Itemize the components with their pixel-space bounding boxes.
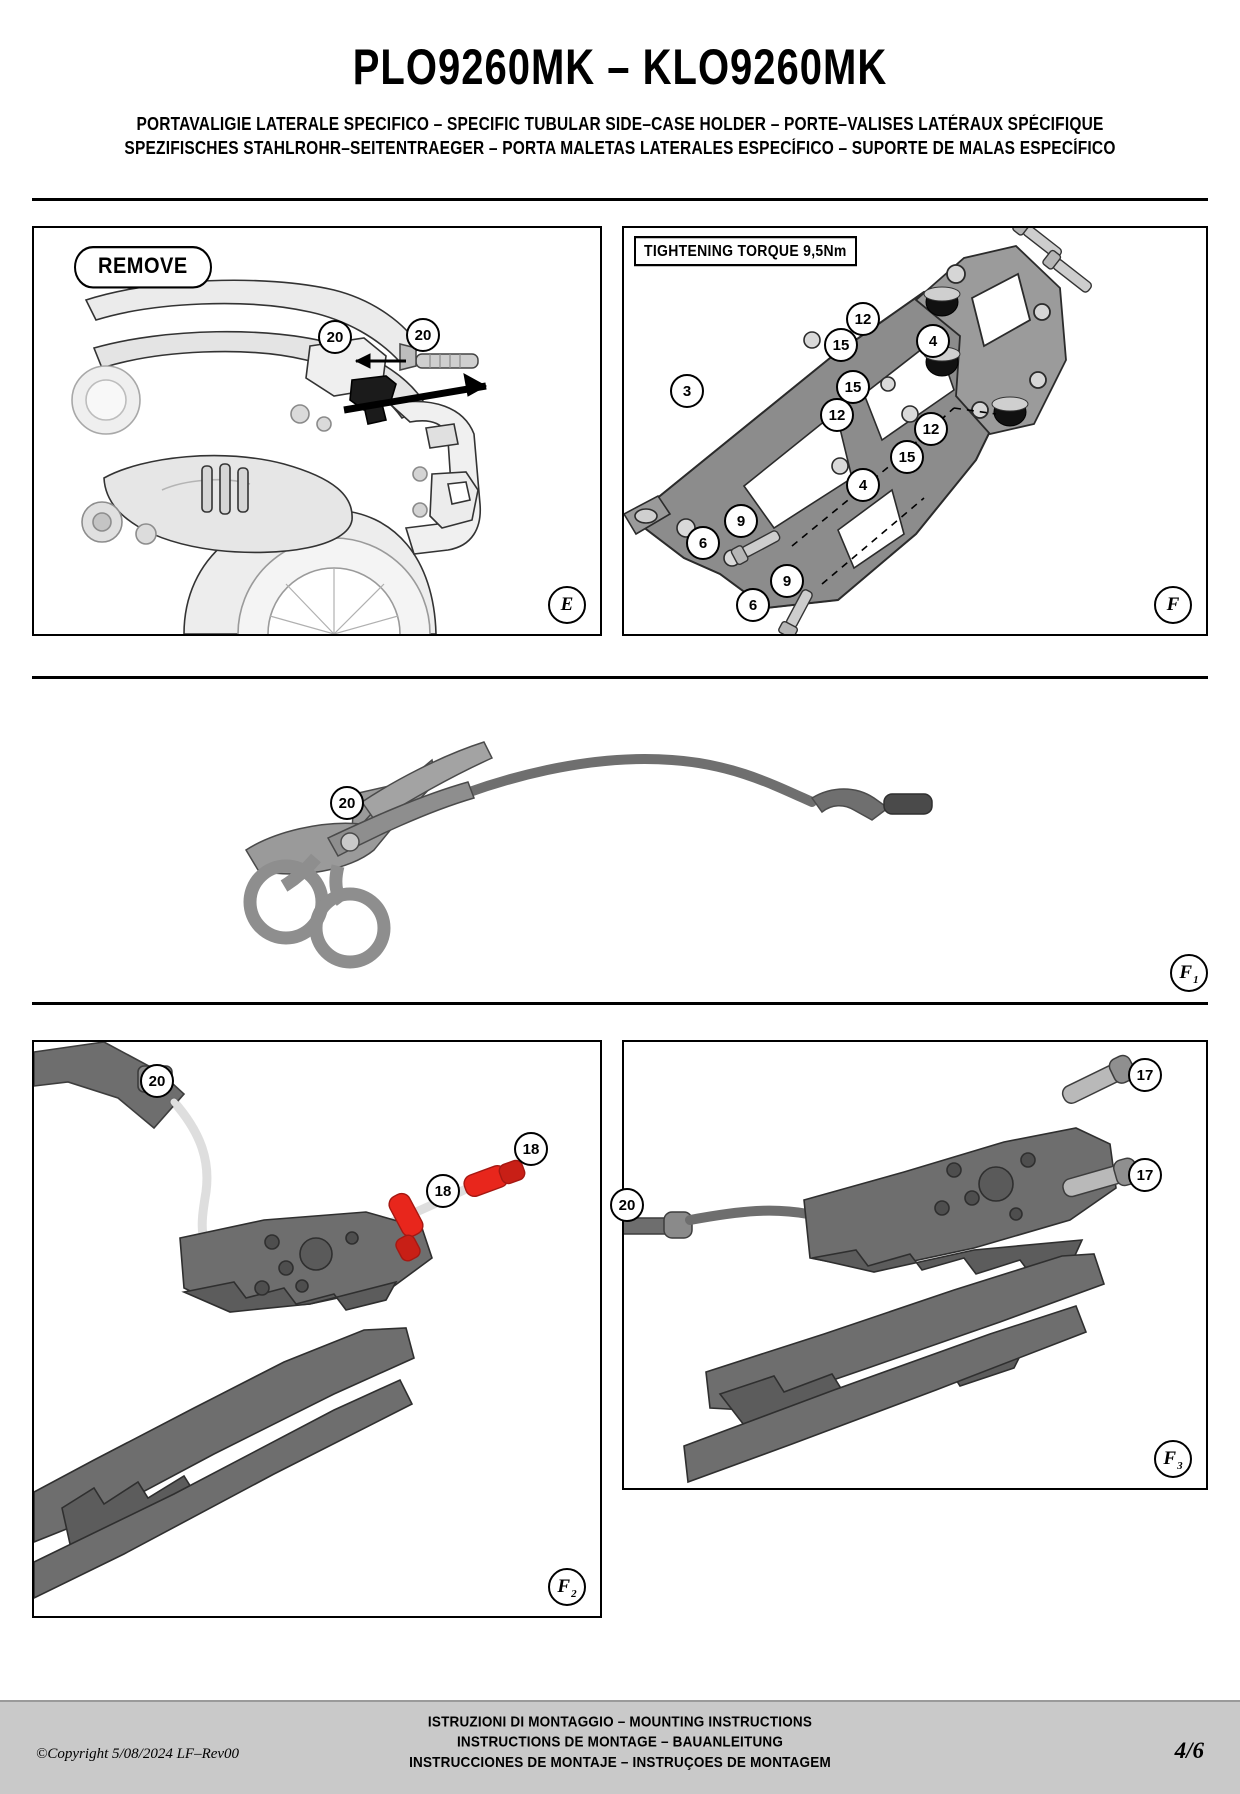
callout-17-a: 17 [1128,1058,1162,1092]
callout-18-a: 18 [514,1132,548,1166]
panel-f1 [32,690,1208,986]
panel-f1-letter [1170,954,1208,992]
remove-badge: REMOVE [74,246,212,289]
panel-f2 [32,1040,602,1618]
panel-f2-letter-main: F [557,1576,571,1597]
subtitle-block [0,111,1240,159]
panel-f2-illustration [34,1042,600,1616]
footer-line-3: INSTRUCCIONES DE MONTAJE – INSTRUÇOES DE MONTAGEM [409,1753,831,1771]
footer-line-1: ISTRUZIONI DI MONTAGGIO – MOUNTING INSTRUCTIONS [427,1713,813,1730]
panel-f3-illustration [624,1042,1206,1488]
panel-f3-letter-sub: 3 [1177,1460,1183,1472]
callout-6-b: 6 [736,588,770,622]
callout-15-a: 15 [824,328,858,362]
panel-f3-letter-main: F [1163,1448,1177,1469]
callout-20-f1: 20 [330,786,364,820]
callout-20-f2: 20 [140,1064,174,1098]
panel-e-letter: E [548,586,586,624]
panel-f1-illustration [32,690,1208,980]
callout-4-b: 4 [846,468,880,502]
subtitle-line-2: SPEZIFISCHES STAHLROHR–SEITENTRAEGER – PORTA MALETAS LATERALES ESPECÍFICO – SUPORTE DE MALAS ESPECÍFICO [124,138,1116,159]
panel-e-illustration [34,228,600,634]
panel-f3 [618,1040,1208,1490]
divider-top [32,198,1208,201]
panel-f [622,226,1208,636]
callout-18-b: 18 [426,1174,460,1208]
instruction-page [0,40,1240,1794]
page-number: 4/6 [1174,1738,1204,1763]
tightening-torque-label: TIGHTENING TORQUE 9,5Nm [634,236,857,266]
panel-f1-letter-sub: 1 [1193,974,1199,986]
panel-f2-letter-sub: 2 [571,1588,577,1600]
divider-mid-1 [32,676,1208,679]
footer-line-2: INSTRUCTIONS DE MONTAGE – BAUANLEITUNG [456,1733,784,1751]
page-title: PLO9260MK – KLO9260MK [352,40,888,95]
callout-12-c: 12 [914,412,948,446]
callout-17-b: 17 [1128,1158,1162,1192]
callout-15-c: 15 [890,440,924,474]
callout-15-b: 15 [836,370,870,404]
callout-12-b: 12 [820,398,854,432]
panel-f-letter: F [1154,586,1192,624]
callout-12-a: 12 [846,302,880,336]
copyright-text: ©Copyright 5/08/2024 LF–Rev00 [36,1746,240,1762]
panel-f1-letter-main: F [1179,962,1193,983]
panel-e [32,226,602,636]
divider-mid-2 [32,1002,1208,1005]
callout-20-a: 20 [318,320,352,354]
callout-20-f3: 20 [610,1188,644,1222]
footer-instructions [0,1712,1240,1773]
panel-f3-letter [1154,1440,1192,1478]
callout-3: 3 [670,374,704,408]
callout-6-a: 6 [686,526,720,560]
callout-20-b: 20 [406,318,440,352]
page-footer [0,1700,1240,1794]
subtitle-line-1: PORTAVALIGIE LATERALE SPECIFICO – SPECIFIC TUBULAR SIDE–CASE HOLDER – PORTE–VALISES LATÉRAUX SPÉCIFIQUE [136,114,1104,135]
callout-4-a: 4 [916,324,950,358]
callout-9-b: 9 [770,564,804,598]
panel-f2-letter [548,1568,586,1606]
callout-9-a: 9 [724,504,758,538]
